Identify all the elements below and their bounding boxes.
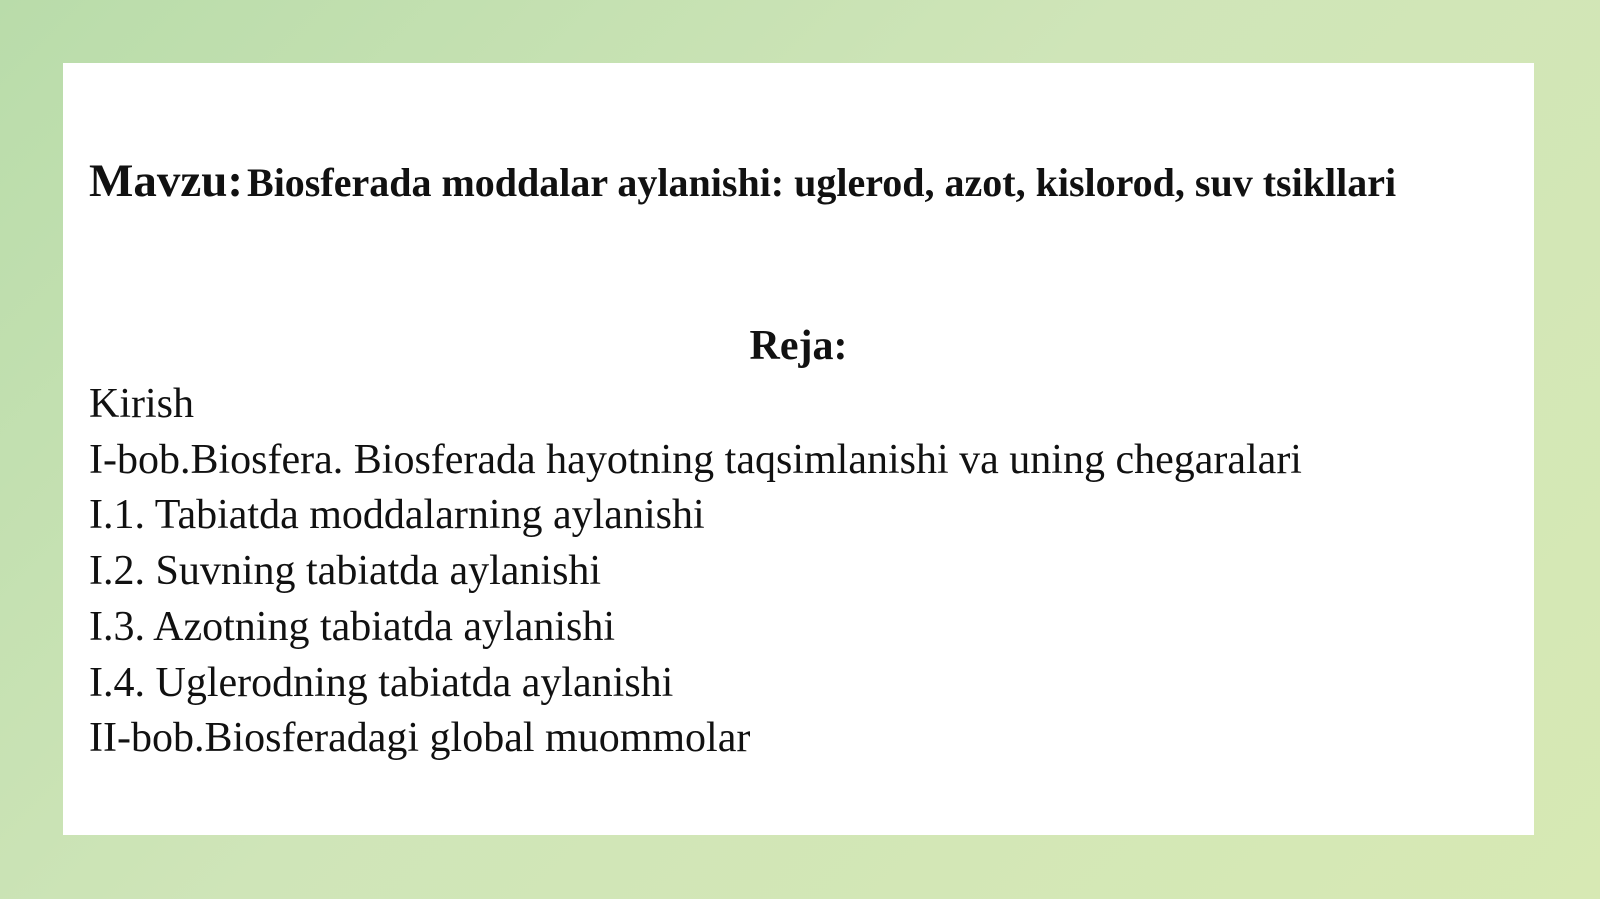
topic-label: Mavzu: [89, 155, 244, 207]
plan-item-chapter-1: I-bob.Biosfera. Biosferada hayotning taqsimlanishi va uning chegaralari [89, 436, 1302, 483]
plan-list [89, 377, 1302, 767]
topic-title: Biosferada moddalar aylanishi: uglerod, azot, kislorod, suv tsikllari [247, 160, 1397, 205]
plan-item-introduction: Kirish [89, 381, 194, 427]
slide-card [63, 63, 1534, 835]
topic-heading [89, 153, 1509, 220]
plan-item-1-2: I.2. Suvning tabiatda aylanishi [89, 548, 602, 595]
plan-item-1-3: I.3. Azotning tabiatda aylanishi [89, 603, 616, 650]
plan-item-chapter-2: II-bob.Biosferadagi global muommolar [89, 715, 751, 762]
plan-item-1-4: I.4. Uglerodning tabiatda aylanishi [89, 659, 674, 706]
plan-heading: Reja: [749, 323, 848, 369]
plan-item-1-1: I.1. Tabiatda moddalarning aylanishi [89, 492, 705, 539]
